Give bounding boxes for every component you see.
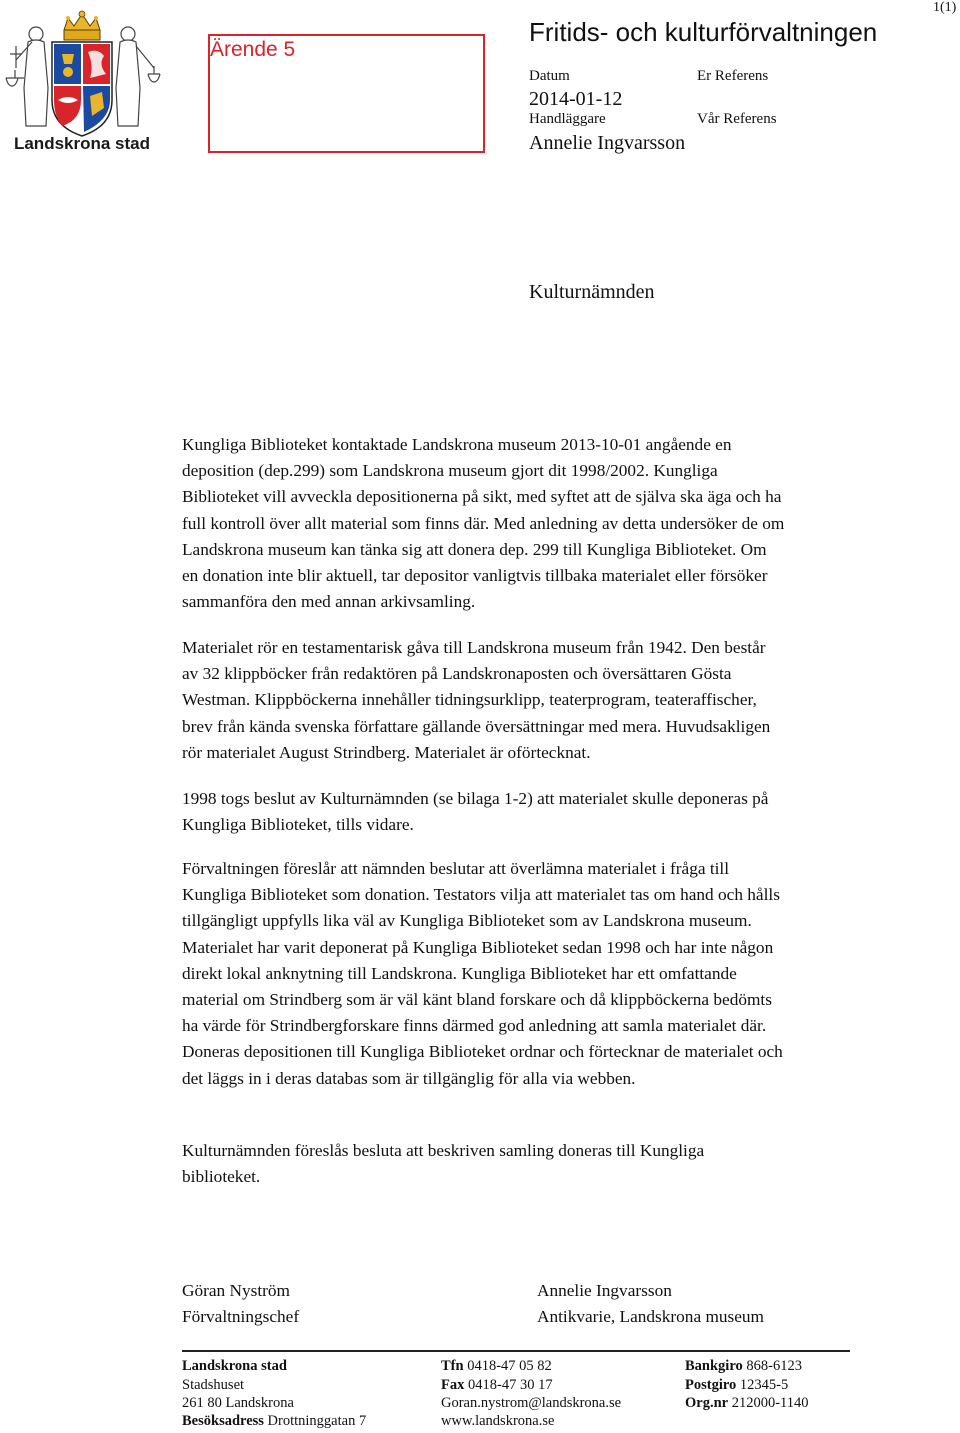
recipient: Kulturnämnden bbox=[529, 281, 655, 303]
paragraph-line: Materialet har varit deponerat på Kungliga Biblioteket sedan 1998 och har inte någon bbox=[182, 937, 774, 957]
paragraph-line: 1998 togs beslut av Kulturnämnden (se bilaga 1-2) att materialet skulle deponeras på bbox=[182, 789, 769, 808]
date-value: 2014-01-12 bbox=[529, 88, 623, 110]
signature-name-1: Göran Nyström bbox=[182, 1281, 290, 1300]
right-supporter-figure-icon bbox=[116, 27, 160, 126]
footer-org-number: Org.nr 212000-1140 bbox=[685, 1395, 809, 1411]
paragraph-line: Landskrona museum kan tänka sig att donera dep. 299 till Kungliga Biblioteket. Om bbox=[182, 539, 767, 559]
date-label: Datum bbox=[529, 68, 570, 84]
decision-proposal-paragraph bbox=[182, 1138, 882, 1190]
paragraph-line: Kulturnämnden föreslås besluta att beskriven samling doneras till Kungliga bbox=[182, 1141, 705, 1160]
signature-name-2: Annelie Ingvarsson bbox=[537, 1281, 672, 1300]
left-supporter-figure-icon bbox=[10, 27, 48, 126]
body-paragraph bbox=[182, 635, 882, 766]
paragraph-line: full kontroll över allt material som finns där. Med anledning av detta undersöker de om bbox=[182, 513, 785, 533]
footer-postgiro: Postgiro 12345-5 bbox=[685, 1377, 789, 1393]
landskrona-coat-of-arms-logo bbox=[2, 8, 162, 154]
department-title: Fritids- och kulturförvaltningen bbox=[529, 17, 878, 47]
handler-label: Handläggare bbox=[529, 111, 606, 127]
paragraph-line: Kungliga Biblioteket, tills vidare. bbox=[182, 815, 414, 835]
paragraph-line: Kungliga Biblioteket kontaktade Landskrona museum 2013-10-01 angående en bbox=[182, 435, 732, 454]
paragraph-line: Kungliga Biblioteket som donation. Testators vilja att materialet tas om hand och hålls bbox=[182, 885, 780, 905]
footer-website-link[interactable]: www.landskrona.se bbox=[441, 1413, 555, 1429]
footer-divider bbox=[182, 1350, 850, 1352]
paragraph-line: brev från kända svenska författare gällande översättningar med mera. Huvudsakligen bbox=[182, 716, 771, 736]
paragraph-line: en donation inte blir aktuell, tar depositor vanligtvis tillbaka materialet eller försöker bbox=[182, 566, 768, 586]
page-number: 1(1) bbox=[933, 0, 957, 15]
our-reference-label: Vår Referens bbox=[697, 111, 777, 127]
paragraph-line: Biblioteket vill avveckla depositionerna på sikt, med syftet att de själva ska äga och ha bbox=[182, 487, 782, 507]
case-number-label: Ärende 5 bbox=[210, 38, 296, 61]
paragraph-line: Westman. Klippböckerna innehåller tidningsurklipp, teaterprogram, teateraffischer, bbox=[182, 690, 757, 710]
paragraph-line: deposition (dep.299) som Landskrona museum gjort dit 1998/2002. Kungliga bbox=[182, 461, 718, 481]
paragraph-line: biblioteket. bbox=[182, 1167, 261, 1187]
paragraph-line: sammanföra den med annan arkivsamling. bbox=[182, 592, 476, 612]
signature-title-1: Förvaltningschef bbox=[182, 1307, 300, 1326]
paragraph-line: rör materialet August Strindberg. Materialet är oförtecknat. bbox=[182, 742, 591, 762]
body-paragraph bbox=[182, 786, 882, 838]
paragraph-line: av 32 klippböcker från redaktören på Landskronaposten och översättaren Gösta bbox=[182, 664, 732, 684]
shield-icon bbox=[52, 42, 112, 136]
paragraph-line: direkt lokal anknytning till Landskrona. Kungliga Biblioteket har ett omfattande bbox=[182, 963, 737, 983]
paragraph-line: Materialet rör en testamentarisk gåva till Landskrona museum från 1942. Den består bbox=[182, 638, 766, 657]
their-reference-label: Er Referens bbox=[697, 68, 769, 84]
paragraph-line: ha värde för Strindbergforskare finns därmed god anledning att samla materialet där. bbox=[182, 1016, 767, 1036]
scales-icon bbox=[6, 70, 24, 86]
footer-building: Stadshuset bbox=[182, 1377, 245, 1393]
body-paragraph bbox=[182, 432, 882, 615]
footer-bankgiro: Bankgiro 868-6123 bbox=[685, 1358, 802, 1374]
footer-fax: Fax 0418-47 30 17 bbox=[441, 1377, 553, 1393]
signature-title-2: Antikvarie, Landskrona museum bbox=[537, 1307, 765, 1326]
paragraph-line: det läggs in i deras databas som är tillgänglig för alla via webben. bbox=[182, 1068, 636, 1088]
paragraph-line: tillgängligt uppfylls lika väl av Kungliga Biblioteket som av Landskrona museum. bbox=[182, 911, 752, 931]
footer-visit-address: Besöksadress Drottninggatan 7 bbox=[182, 1413, 367, 1429]
footer-org-name: Landskrona stad bbox=[182, 1358, 287, 1374]
logo-wordmark: Landskrona stad bbox=[13, 134, 151, 153]
paragraph-line: Förvaltningen föreslår att nämnden beslutar att överlämna materialet i fråga till bbox=[182, 859, 730, 878]
footer-postal-address: 261 80 Landskrona bbox=[182, 1395, 294, 1411]
crown-icon bbox=[64, 11, 100, 40]
footer-email-link[interactable]: Goran.nystrom@landskrona.se bbox=[441, 1395, 622, 1411]
body-paragraph bbox=[182, 856, 882, 1092]
paragraph-line: material om Strindberg som är väl känt bland forskare och då klippböckerna bedömts bbox=[182, 990, 772, 1010]
footer-phone: Tfn 0418-47 05 82 bbox=[441, 1358, 552, 1374]
paragraph-line: Doneras depositionen till Kungliga Biblioteket ordnar och förtecknar de materialet och bbox=[182, 1042, 783, 1062]
handler-value: Annelie Ingvarsson bbox=[529, 132, 686, 154]
